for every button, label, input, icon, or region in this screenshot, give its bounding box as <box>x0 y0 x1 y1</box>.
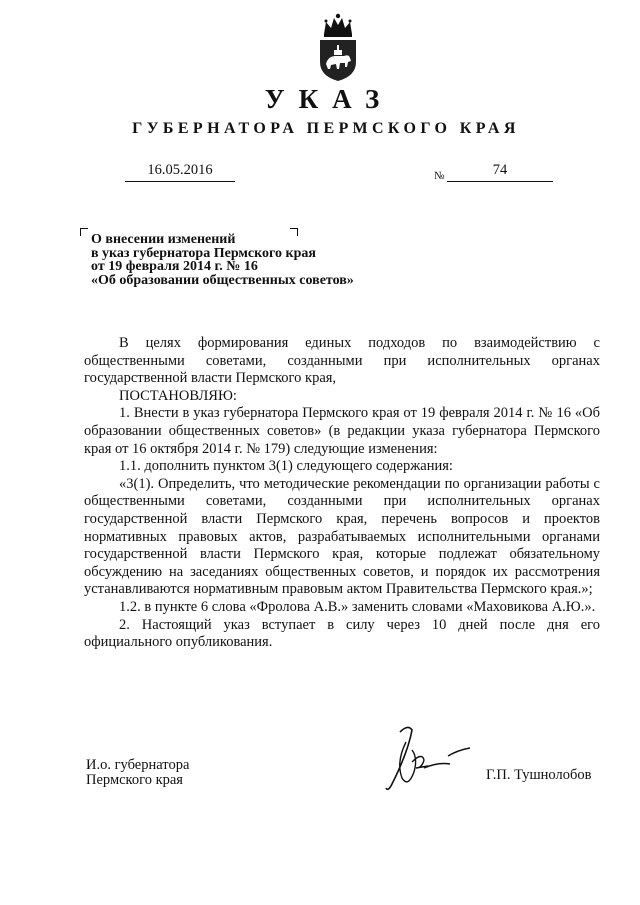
body-paragraph: «3(1). Определить, что методические рекомендации по организации работы с общественными советами, созданными при исполнительных органах государственной власти Пермского края, перечень вопросов и проектов нормативных правовых актов, разрабатываемых исполнительными органами государственной власти Пермского края, которые подлежат обязательному обсуждению на заседаниях общественных советов, и порядок их рассмотрения устанавливаются нормативным правовым актом Правительства Пермского края.»; <box>84 475 600 598</box>
document-body <box>84 335 600 652</box>
signatory-position-line: Пермского края <box>86 772 183 788</box>
document-heading <box>91 233 411 287</box>
heading-corner-mark <box>80 228 88 236</box>
body-paragraph: 1.2. в пункте 6 слова «Фролова А.В.» заменить словами «Маховикова А.Ю.». <box>119 598 596 615</box>
coat-of-arms-icon <box>316 12 360 82</box>
number-sign: № <box>434 170 445 182</box>
heading-line: от 19 февраля 2014 г. № 16 <box>91 259 258 274</box>
heading-line: в указ губернатора Пермского края <box>91 245 316 261</box>
heading-line: «Об образовании общественных советов» <box>91 272 354 288</box>
document-number: 74 <box>447 162 553 182</box>
body-paragraph: В целях формирования единых подходов по взаимодействию с общественными советами, созданными при исполнительных органах государственной власти Пермского края, <box>84 335 600 387</box>
document-title: УКАЗ <box>264 84 394 114</box>
body-paragraph: 1.1. дополнить пунктом 3(1) следующего содержания: <box>119 458 453 475</box>
document-date: 16.05.2016 <box>125 162 235 182</box>
body-paragraph: ПОСТАНОВЛЯЮ: <box>119 387 237 404</box>
body-paragraph: 1. Внести в указ губернатора Пермского края от 19 февраля 2014 г. № 16 «Об образовании общественных советов» (в редакции указа губернатора Пермского края от 16 октября 2014 г. № 179) следующие изменения: <box>84 405 600 457</box>
signatory-name: Г.П. Тушнолобов <box>486 767 592 783</box>
signatory-position <box>86 758 189 788</box>
signatory-position-line: И.о. губернатора <box>86 757 190 773</box>
heading-line: О внесении изменений <box>91 232 236 247</box>
handwritten-signature-icon <box>378 722 478 797</box>
document-subtitle: ГУБЕРНАТОРА ПЕРМСКОГО КРАЯ <box>132 120 520 137</box>
body-paragraph: 2. Настоящий указ вступает в силу через 10 дней после дня его официального опубликования. <box>84 616 600 651</box>
